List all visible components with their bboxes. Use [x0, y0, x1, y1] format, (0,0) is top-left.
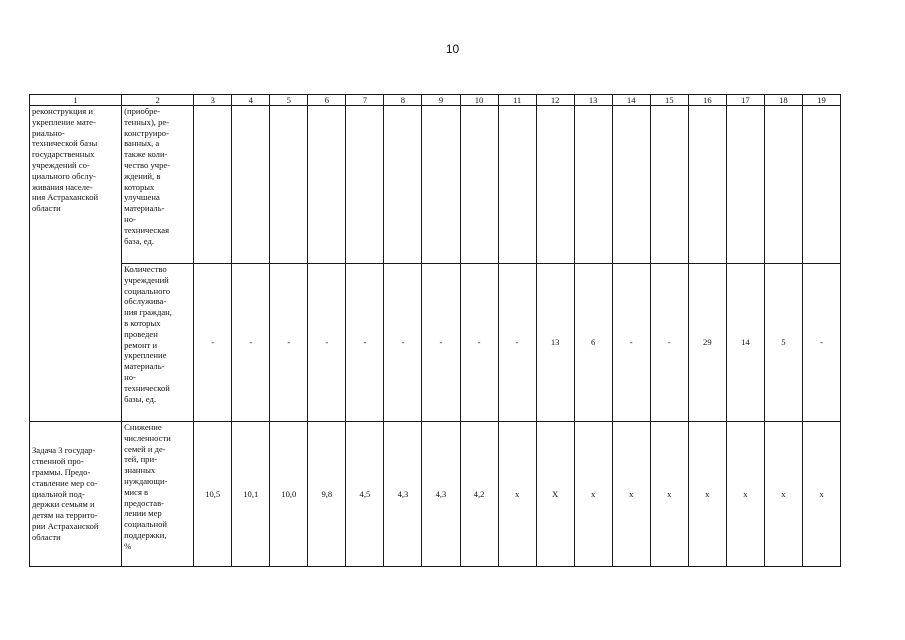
- cell-text-line: детям на террито-: [32, 510, 98, 521]
- value-cell: -: [422, 264, 460, 422]
- cell-text-line: но-: [124, 371, 136, 382]
- value-cell: -: [346, 264, 384, 422]
- cell-text-line: технической базы: [32, 138, 98, 149]
- row3-col2-cell: [122, 422, 194, 567]
- cell-text-line: социальной: [124, 519, 168, 530]
- value-cell: 10,1: [232, 422, 270, 567]
- cell-text-line: нуждающи-: [124, 475, 168, 486]
- cell-text-line: тей, при-: [124, 454, 157, 465]
- cell-text-line: ждений, в: [124, 170, 161, 181]
- table-row-1: [30, 106, 841, 264]
- cell-text-line: базы, ед.: [124, 393, 156, 404]
- value-cell: 6: [574, 264, 612, 422]
- cell-text-line: технической: [124, 382, 170, 393]
- column-number-row: [30, 95, 841, 106]
- cell-text-line: циальной под-: [32, 488, 85, 499]
- column-header: 2: [122, 95, 194, 106]
- column-header: 6: [308, 95, 346, 106]
- column-header: 13: [574, 95, 612, 106]
- cell-text-line: материаль-: [124, 203, 165, 214]
- cell-text-line: в которых: [124, 317, 161, 328]
- cell-text-line: чество учре-: [124, 159, 171, 170]
- column-header: 19: [802, 95, 840, 106]
- value-cell: -: [308, 264, 346, 422]
- value-cell: 4,3: [422, 422, 460, 567]
- cell-text-line: ремонт и: [124, 339, 158, 350]
- cell-text-line: обслужива-: [124, 296, 167, 307]
- value-cell: 10,0: [270, 422, 308, 567]
- cell-text-line: улучшена: [124, 192, 160, 203]
- value-cell: 29: [688, 264, 726, 422]
- value-cell: 9,8: [308, 422, 346, 567]
- value-cell: -: [498, 264, 536, 422]
- column-header: 11: [498, 95, 536, 106]
- column-header: 7: [346, 95, 384, 106]
- value-cell: X: [536, 422, 574, 567]
- value-cell: 5: [764, 264, 802, 422]
- value-cell: 4,5: [346, 422, 384, 567]
- cell-text-line: учреждений со-: [32, 159, 90, 170]
- column-header: 3: [194, 95, 232, 106]
- cell-text-line: укрепление: [124, 350, 167, 361]
- table-row-3: [30, 422, 841, 567]
- cell-text-line: ванных, а: [124, 138, 160, 149]
- value-cell: x: [612, 422, 650, 567]
- cell-text-line: которых: [124, 181, 155, 192]
- cell-text-line: техническая: [124, 224, 170, 235]
- cell-text-line: реконструкция и: [32, 106, 93, 116]
- cell-text-line: база, ед.: [124, 235, 155, 246]
- value-cell: x: [574, 422, 612, 567]
- value-cell: -: [194, 264, 232, 422]
- column-header: 1: [30, 95, 122, 106]
- column-header: 12: [536, 95, 574, 106]
- value-cell: 4,2: [460, 422, 498, 567]
- value-cell: x: [726, 422, 764, 567]
- cell-text-line: семей и де-: [124, 443, 166, 454]
- value-cell: -: [384, 264, 422, 422]
- cell-text-line: лении мер: [124, 508, 162, 519]
- value-cell: -: [460, 264, 498, 422]
- value-cell: x: [688, 422, 726, 567]
- value-cell: x: [498, 422, 536, 567]
- cell-text-line: также коли-: [124, 149, 168, 160]
- value-cell: -: [802, 264, 840, 422]
- column-header: 5: [270, 95, 308, 106]
- cell-text-line: государственных: [32, 149, 95, 160]
- cell-text-line: ния Астраханской: [32, 192, 99, 203]
- cell-text-line: социального: [124, 285, 171, 296]
- cell-text-line: знанных: [124, 465, 156, 476]
- cell-text-line: Количество: [124, 264, 167, 274]
- row2-col2-cell: [122, 264, 194, 422]
- column-header: 8: [384, 95, 422, 106]
- column-header: 14: [612, 95, 650, 106]
- value-cell: 13: [536, 264, 574, 422]
- row3-col1-cell: [30, 422, 122, 567]
- column-header: 16: [688, 95, 726, 106]
- cell-text-line: ния граждан,: [124, 307, 172, 318]
- row1-col1-cell: [30, 106, 122, 422]
- cell-text-line: укрепление мате-: [32, 116, 96, 127]
- column-header: 17: [726, 95, 764, 106]
- cell-text-line: поддержки,: [124, 529, 167, 540]
- value-cell: -: [270, 264, 308, 422]
- cell-text-line: держки семьям и: [32, 499, 95, 510]
- cell-text-line: области: [32, 531, 61, 542]
- cell-text-line: граммы. Предо-: [32, 467, 91, 477]
- column-header: 9: [422, 95, 460, 106]
- value-cell: -: [232, 264, 270, 422]
- cell-text-line: живания населе-: [32, 181, 93, 192]
- value-cell: 10,5: [194, 422, 232, 567]
- cell-text-line: циального обслу-: [32, 170, 96, 181]
- column-header: 10: [460, 95, 498, 106]
- cell-text-line: учреждений: [124, 274, 169, 285]
- value-cell: x: [764, 422, 802, 567]
- cell-text-line: проведен: [124, 328, 158, 339]
- table-row-2: [30, 264, 841, 422]
- cell-text-line: материаль-: [124, 361, 165, 372]
- cell-text-line: рии Астраханской: [32, 520, 99, 531]
- cell-text-line: численности: [124, 432, 171, 443]
- indicators-table: [29, 94, 841, 567]
- column-header: 15: [650, 95, 688, 106]
- cell-text-line: %: [124, 540, 132, 551]
- value-cell: x: [802, 422, 840, 567]
- row1-col2-cell: [122, 106, 194, 264]
- cell-text-line: (приобре-: [124, 106, 161, 116]
- cell-text-line: ставление мер со-: [32, 477, 98, 488]
- value-cell: 14: [726, 264, 764, 422]
- value-cell: x: [650, 422, 688, 567]
- cell-text-line: конструиро-: [124, 127, 169, 138]
- cell-text-line: предостав-: [124, 497, 164, 508]
- cell-text-line: тенных), ре-: [124, 116, 170, 127]
- value-cell: 4,3: [384, 422, 422, 567]
- cell-text-line: Снижение: [124, 422, 162, 432]
- page-number: 10: [445, 42, 460, 56]
- value-cell: -: [650, 264, 688, 422]
- cell-text-line: области: [32, 203, 61, 214]
- cell-text-line: Задача 3 государ-: [32, 445, 96, 456]
- value-cell: -: [612, 264, 650, 422]
- cell-text-line: но-: [124, 213, 136, 224]
- column-header: 18: [764, 95, 802, 106]
- cell-text-line: риально-: [32, 127, 65, 138]
- cell-text-line: мися в: [124, 486, 149, 497]
- column-header: 4: [232, 95, 270, 106]
- cell-text-line: ственной про-: [32, 456, 84, 467]
